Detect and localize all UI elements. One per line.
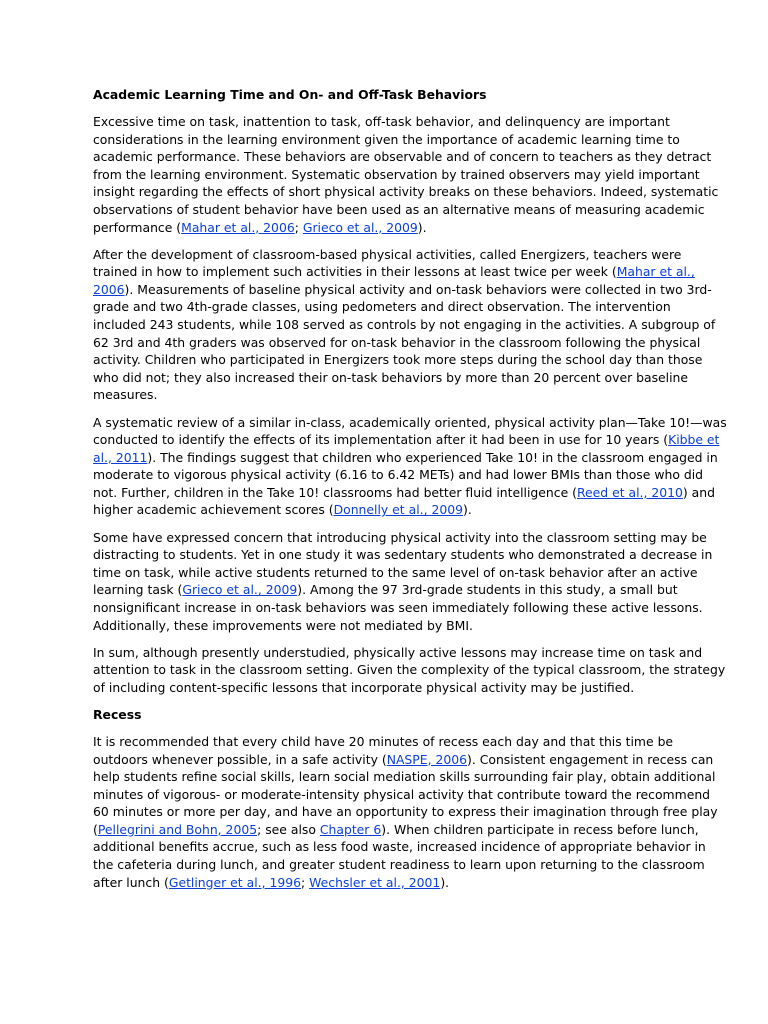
citation-link[interactable]: Wechsler et al., 2001 [309, 874, 441, 890]
citation-link[interactable]: Grieco et al., 2009 [302, 219, 418, 235]
text-run: In sum, although presently understudied, physically active lessons may increase time on task and [93, 644, 703, 660]
text-line [93, 414, 727, 432]
text-run: considerations in the learning environment given the importance of academic learning time to [93, 131, 680, 147]
text-line [93, 431, 720, 449]
citation-link[interactable]: al., 2011 [93, 449, 148, 465]
text-run: moderate to vigorous physical activity (6.16 to 6.42 METs) and had lower BMIs than those who did [93, 467, 704, 483]
paragraph [93, 246, 716, 404]
text-line [93, 874, 677, 892]
citation-link[interactable]: Grieco et al., 2009 [182, 582, 298, 598]
text-line [93, 484, 715, 502]
text-run: after lunch ( [93, 874, 169, 890]
text-run: learning task ( [93, 582, 183, 598]
citation-link[interactable]: Pellegrini and Bohn, 2005 [97, 821, 258, 837]
citation-link[interactable]: Kibbe et [668, 432, 720, 448]
text-run: ; [301, 874, 310, 890]
text-run: After the development of classroom-based physical activities, called Energizers, teachers were [93, 246, 682, 262]
text-line [93, 219, 677, 237]
text-line [93, 644, 703, 662]
text-line [93, 334, 701, 352]
text-line [93, 131, 680, 149]
text-line [93, 166, 700, 184]
paragraph [93, 733, 718, 891]
text-run: not. Further, children in the Take 10! classrooms had better fluid intelligence ( [93, 484, 577, 500]
paragraph [93, 644, 726, 697]
citation-link[interactable]: Chapter 6 [319, 821, 382, 837]
text-run: nonsignificant increase in on-task behaviors was seen immediately following these active lessons. [93, 599, 703, 615]
text-run: A systematic review of a similar in-class, academically oriented, physical activity plan—Take 10!—was [93, 414, 727, 430]
text-run: ). When children participate in recess before lunch, [381, 821, 699, 837]
text-line [93, 768, 716, 786]
text-run: of including content-specific lessons that incorporate physical activity may be justified. [93, 679, 635, 695]
text-run: distracting to students. Yet in one study it was sedentary students who demonstrated a decrease in [93, 547, 713, 563]
text-run: 62 3rd and 4th graders was observed for on-task behavior in the classroom following the physical [93, 334, 701, 350]
text-run: activity. Children who participated in Energizers took more steps during the school day than those [93, 352, 703, 368]
text-line [93, 466, 704, 484]
citation-link[interactable]: Mahar et al., [616, 264, 695, 280]
text-run: Some have expressed concern that introducing physical activity into the classroom setting may be [93, 529, 707, 545]
citation-link[interactable]: 2006 [93, 281, 125, 297]
text-run: ). Measurements of baseline physical activity and on-task behaviors were collected in two 3rd- [124, 281, 712, 297]
paragraph [93, 529, 713, 635]
text-line [93, 599, 703, 617]
text-line [93, 501, 677, 519]
citation-link[interactable]: Donnelly et al., 2009 [333, 502, 463, 518]
text-run: who did not; they also increased their on-task behaviors by more than 20 percent over baseline [93, 369, 689, 385]
text-run: It is recommended that every child have 20 minutes of recess each day and that this time be [93, 733, 674, 749]
text-run: Excessive time on task, inattention to task, off-task behavior, and delinquency are important [93, 114, 670, 129]
text-line [93, 733, 677, 751]
text-line [93, 183, 719, 201]
text-line [93, 298, 677, 316]
paragraph [93, 414, 727, 520]
text-line [93, 803, 718, 821]
citation-link[interactable]: NASPE, 2006 [386, 751, 468, 767]
text-line [93, 529, 707, 547]
text-run: the cafeteria during lunch, and greater student readiness to learn upon returning to the classroom [93, 857, 705, 873]
text-line [93, 838, 706, 856]
text-run: ). [440, 874, 450, 890]
document-page [93, 86, 727, 901]
text-line [93, 263, 695, 281]
text-run: ). Consistent engagement in recess can [467, 751, 714, 767]
text-line [93, 351, 703, 369]
citation-link[interactable]: Reed et al., 2010 [576, 484, 683, 500]
citation-link[interactable]: Getlinger et al., 1996 [168, 874, 301, 890]
text-line [93, 564, 698, 582]
text-run: outdoors whenever possible, in a safe activity ( [93, 751, 387, 767]
paragraph [93, 113, 719, 236]
text-run: included 243 students, while 108 served as controls by not engaging in the activities. A subgroup of [93, 317, 716, 333]
text-run: minutes of vigorous- or moderate-intensity physical activity that contribute toward the recommend [93, 786, 711, 802]
text-run: ; see also [257, 821, 320, 837]
text-line [93, 786, 711, 804]
text-line [93, 449, 718, 467]
text-run: trained in how to implement such activities in their lessons at least twice per week ( [93, 264, 617, 280]
text-run: higher academic achievement scores ( [93, 502, 334, 518]
text-line [93, 316, 716, 334]
text-run: Additionally, these improvements were not mediated by BMI. [93, 617, 473, 633]
text-run: insight regarding the effects of short physical activity breaks on these behaviors. Indeed, systematic [93, 184, 719, 200]
text-line [93, 369, 689, 387]
text-run: ( [93, 821, 98, 837]
text-line [93, 148, 712, 166]
section-body-academic-learning-time [93, 113, 727, 696]
text-line [93, 113, 677, 131]
text-line [93, 751, 714, 769]
citation-link[interactable]: Mahar et al., 2006 [181, 219, 295, 235]
text-run: performance ( [93, 219, 182, 235]
text-run: help students refine social skills, learn social mediation skills surrounding fair play, obtain additional [93, 769, 716, 785]
text-line [93, 246, 682, 264]
text-line [93, 856, 705, 874]
text-run: 60 minutes or more per day, and have an opportunity to express their imagination through free play [93, 804, 718, 820]
text-run: grade and two 4th-grade classes, using pedometers and direct observation. The intervention [93, 299, 671, 315]
text-run: observations of student behavior have been used as an alternative means of measuring academic [93, 201, 705, 217]
text-line [93, 661, 726, 679]
section-heading-recess: Recess [93, 706, 142, 722]
text-line [93, 201, 705, 219]
text-line [93, 546, 713, 564]
text-run: ; [294, 219, 303, 235]
text-line [93, 386, 677, 404]
text-run: measures. [93, 387, 158, 403]
text-run: ). [417, 219, 427, 235]
text-run: attention to task in the classroom setting. Given the complexity of the typical classroom, the strategy [93, 662, 726, 678]
text-line [93, 617, 677, 635]
text-run: conducted to identify the effects of its implementation after it had been in use for 10 years ( [93, 432, 669, 448]
text-line [93, 679, 677, 697]
text-line [93, 581, 677, 599]
text-run: ) and [682, 484, 715, 500]
text-run: ). Among the 97 3rd-grade students in this study, a small but [297, 582, 678, 598]
text-run: additional benefits accrue, such as less food waste, increased incidence of appropriate behavior in [93, 839, 706, 855]
text-run: ). The findings suggest that children who experienced Take 10! in the classroom engaged in [147, 449, 718, 465]
text-run: from the learning environment. Systematic observation by trained observers may yield important [93, 166, 700, 182]
text-line [93, 821, 699, 839]
section-body-recess [93, 733, 718, 891]
text-run: ). [463, 502, 472, 518]
section-heading-academic-learning-time: Academic Learning Time and On- and Off-Task Behaviors [93, 87, 487, 102]
text-run: time on task, while active students returned to the same level of on-task behavior after an active [93, 564, 698, 580]
text-line [93, 281, 712, 299]
text-run: academic performance. These behaviors are observable and of concern to teachers as they detract [93, 149, 712, 165]
